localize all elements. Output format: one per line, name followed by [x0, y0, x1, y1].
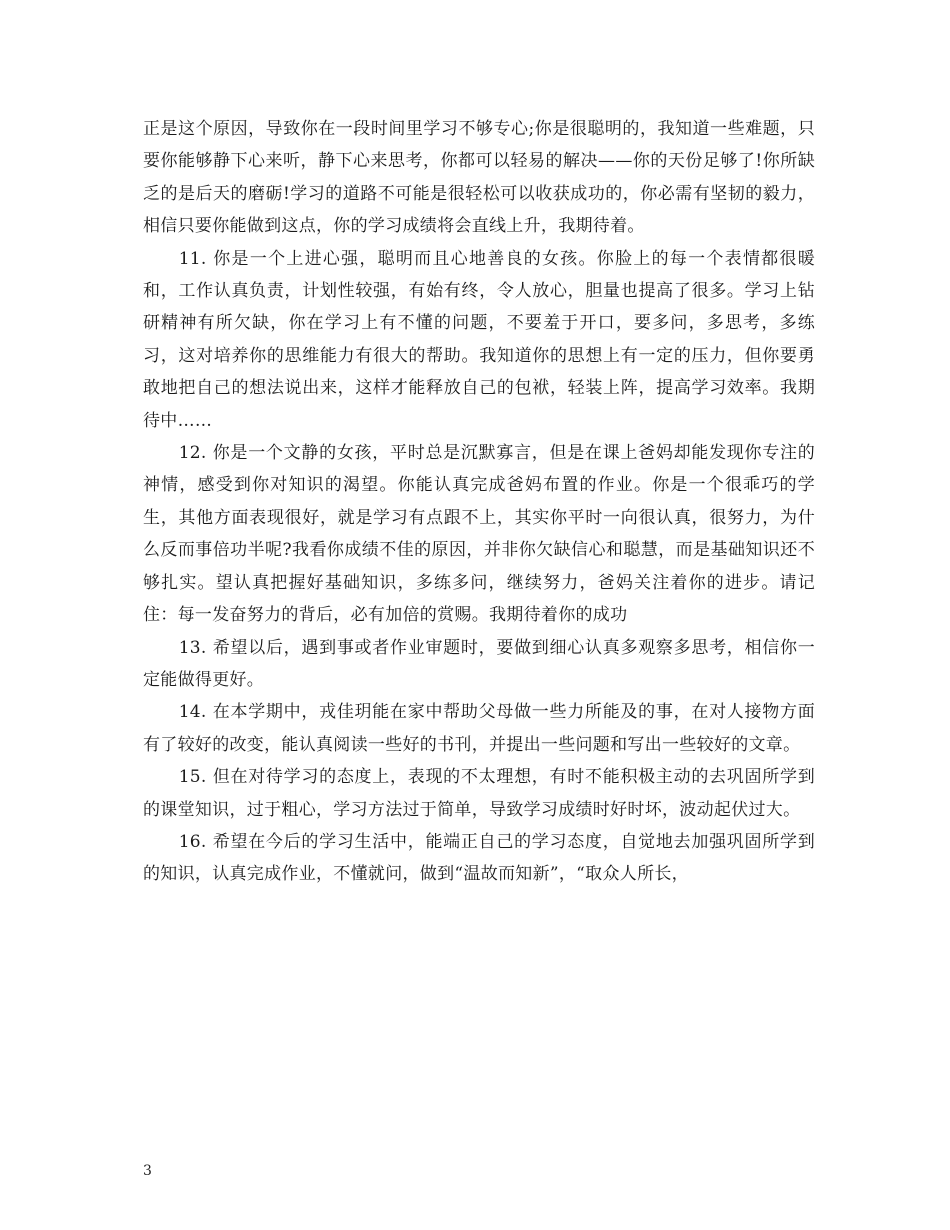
paragraph-item-13: 13. 希望以后，遇到事或者作业审题时，要做到细心认真多观察多思考，相信你一定能做得更好。 — [143, 637, 815, 690]
paragraph-item-16: 16. 希望在今后的学习生活中，能端正自己的学习态度，自觉地去加强巩固所学到的知识，认真完成作业，不懂就问，做到“温故而知新”，“取众人所长， — [143, 831, 815, 885]
paragraph-item-15: 15. 但在对待学习的态度上，表现的不太理想，有时不能积极主动的去巩固所学到的课堂知识，过于粗心，学习方法过于简单，导致学习成绩时好时坏，波动起伏过大。 — [143, 767, 815, 820]
paragraph-item-12: 12. 你是一个文静的女孩，平时总是沉默寡言，但是在课上爸妈却能发现你专注的神情，感受到你对知识的渴望。你能认真完成爸妈布置的作业。你是一个很乖巧的学生，其他方面表现很好，就是学习有点跟不上，其实你平时一向很认真，很努力，为什么反而事倍功半呢?我看你成绩不佳的原因，并非你欠缺信心和聪慧，而是基础知识还不够扎实。望认真把握好基础知识，多练多问，继续努力，爸妈关注着你的进步。请记住：每一发奋努力的背后，必有加倍的赏赐。我期待着你的成功 — [143, 443, 815, 626]
document-body — [143, 113, 815, 891]
page-number: 3 — [143, 1163, 152, 1179]
paragraph-continued: 正是这个原因，导致你在一段时间里学习不够专心;你是很聪明的，我知道一些难题，只要你能够静下心来听，静下心来思考，你都可以轻易的解决——你的天份足够了!你所缺乏的是后天的磨砺!学习的道路不可能是很轻松可以收获成功的，你必需有坚韧的毅力，相信只要你能做到这点，你的学习成绩将会直线上升，我期待着。 — [143, 119, 815, 237]
paragraph-item-14: 14. 在本学期中，戎佳玥能在家中帮助父母做一些力所能及的事，在对人接物方面有了较好的改变，能认真阅读一些好的书刊，并提出一些问题和写出一些较好的文章。 — [143, 702, 815, 755]
paragraph-item-11: 11. 你是一个上进心强，聪明而且心地善良的女孩。你脸上的每一个表情都很暖和，工作认真负责，计划性较强，有始有终，令人放心，胆量也提高了很多。学习上钻研精神有所欠缺，你在学习上有不懂的问题，不要羞于开口，要多问，多思考，多练习，这对培养你的思维能力有很大的帮助。我知道你的思想上有一定的压力，但你要勇敢地把自己的想法说出来，这样才能释放自己的包袱，轻装上阵，提高学习效率。我期待中…… — [143, 248, 815, 431]
